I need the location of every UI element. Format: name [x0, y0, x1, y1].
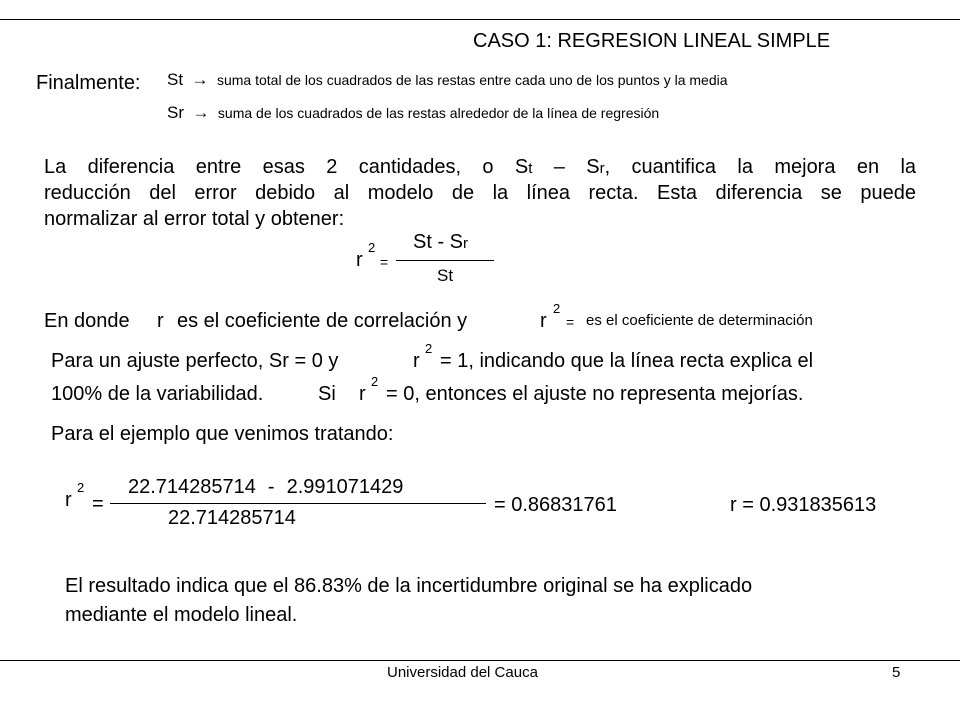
perfect-fit-exponent: 2: [425, 341, 433, 356]
example-intro: Para el ejemplo que venimos tratando:: [51, 423, 394, 445]
conclusion-line: El resultado indica que el 86.83% de la incertidumbre original se ha explicado: [65, 575, 753, 597]
example-equals: =: [92, 493, 104, 515]
perfect-fit-text: = 1, indicando que la línea recta explica el: [440, 350, 814, 372]
formula-equals: =: [380, 254, 389, 270]
example-r: r: [65, 489, 72, 511]
example-denominator: 22.714285714: [168, 507, 296, 529]
perfect-fit-text: 100% de la variabilidad.: [51, 383, 264, 405]
definitions-r: r: [157, 310, 164, 332]
paragraph-line: normalizar al error total y obtener:: [44, 208, 345, 230]
paragraph-difference: [44, 154, 916, 232]
bottom-rule: [0, 660, 960, 661]
formula-r: r: [356, 249, 363, 271]
st-description: suma total de los cuadrados de las restas entre cada uno de los puntos y la media: [216, 72, 728, 88]
example-r-result: r = 0.931835613: [730, 494, 877, 516]
perfect-fit-r: r: [413, 350, 420, 372]
perfect-fit-r: r: [359, 383, 366, 405]
paragraph-line: La diferencia entre esas 2 cantidades, o St – Sr, cuantifica la mejora en la: [44, 156, 917, 178]
definitions-r2-exponent: 2: [553, 301, 561, 316]
definitions-r2-equals: =: [566, 314, 575, 330]
perfect-fit-text: = 0, entonces el ajuste no representa mejorías.: [386, 383, 804, 405]
example-exponent: 2: [77, 480, 85, 495]
paragraph-line: reducción del error debido al modelo de la línea recta. Esta diferencia se puede: [44, 182, 916, 204]
footer-page-number: 5: [892, 664, 901, 681]
sr-definition: [167, 103, 659, 123]
definitions-text: es el coeficiente de determinación: [586, 312, 813, 329]
st-symbol: St: [167, 70, 184, 89]
sr-description: suma de los cuadrados de las restas alrededor de la línea de regresión: [217, 105, 660, 121]
example-numerator: 22.714285714 - 2.991071429: [128, 476, 404, 498]
arrow-icon: →: [192, 103, 210, 122]
example-result: = 0.86831761: [494, 494, 617, 516]
formula-numerator: St - Sr: [413, 231, 469, 253]
page-title: CASO 1: REGRESION LINEAL SIMPLE: [473, 30, 831, 52]
definitions-text: En donde: [44, 310, 130, 332]
conclusion-line: mediante el modelo lineal.: [65, 604, 298, 626]
fraction-bar: [110, 503, 486, 504]
intro-label: Finalmente:: [36, 72, 141, 94]
perfect-fit-si: Si: [318, 383, 336, 405]
definitions-r2: r: [540, 310, 547, 332]
sr-symbol: Sr: [167, 103, 184, 122]
top-rule: [0, 19, 960, 20]
formula-exponent: 2: [368, 240, 376, 255]
footer-institution: Universidad del Cauca: [387, 664, 538, 681]
perfect-fit-exponent: 2: [371, 374, 379, 389]
definitions-text: es el coeficiente de correlación y: [177, 310, 468, 332]
perfect-fit-text: Para un ajuste perfecto, Sr = 0 y: [51, 350, 339, 372]
fraction-bar: [396, 260, 494, 261]
formula-denominator: St: [437, 266, 454, 285]
arrow-icon: →: [191, 70, 209, 89]
st-definition: [167, 70, 728, 90]
